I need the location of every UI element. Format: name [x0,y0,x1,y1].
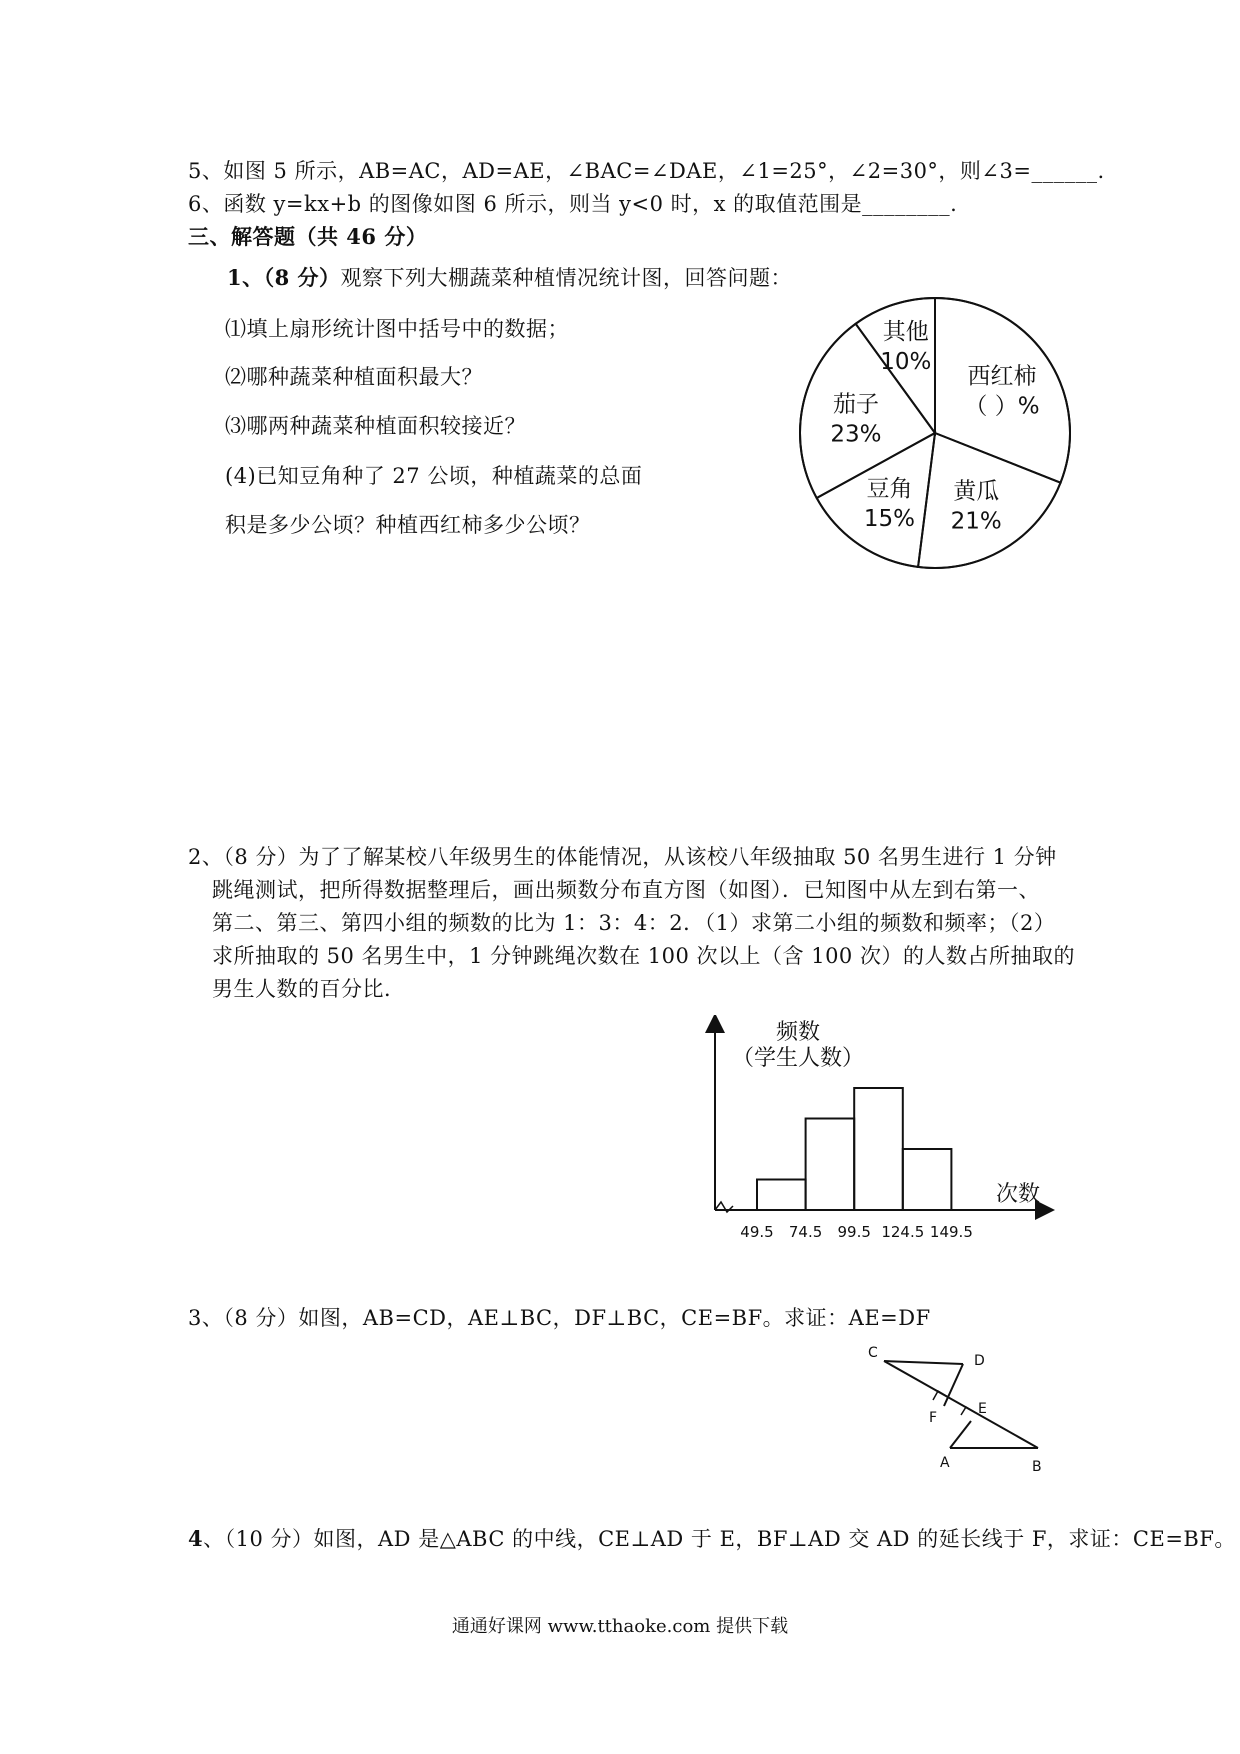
pie-value-0: （ ）% [964,393,1040,420]
right-angle-mark-f [933,1391,948,1400]
problem-1-sub-2: ⑵哪种蔬菜种植面积最大？ [225,365,483,389]
bin-edge-label-4: 149.5 [929,1223,973,1241]
question-5: 5、如图 5 所示，AB=AC，AD=AE，∠BAC=∠DAE，∠1=25°，∠2=30°，则∠3=______. [188,159,1105,183]
triangle-figure-problem-3 [860,1335,1060,1495]
pie-label-4: 其他 [882,319,929,346]
bin-edge-label-3: 124.5 [881,1223,925,1241]
problem-4-text [188,1523,1236,1553]
problem-1-prompt [227,262,792,292]
pie-label-2: 豆角 [866,475,913,502]
histogram-bar-3 [854,1088,903,1210]
problem-1-intro: 观察下列大棚蔬菜种植情况统计图，回答问题： [340,266,793,290]
problem-2-line-4: 求所抽取的 50 名男生中，1 分钟跳绳次数在 100 次以上（含 100 次）的人数占所抽取的 [212,944,1075,968]
problem-2-line-2: 跳绳测试，把所得数据整理后，画出频数分布直方图（如图）．已知图中从左到右第一、 [212,878,1040,902]
problem-1-sub-3: ⑶哪两种蔬菜种植面积较接近？ [225,414,526,438]
problem-1-sub-1: ⑴填上扇形统计图中括号中的数据； [225,317,569,341]
pie-value-1: 21% [950,508,1002,535]
point-label-b: B [1032,1459,1042,1475]
bin-edge-label-1: 74.5 [788,1223,823,1241]
point-label-d: D [974,1353,985,1369]
pie-value-3: 23% [830,421,882,448]
segment-ae [950,1421,971,1448]
problem-1-number: 1、（8 分） [227,265,341,290]
pie-value-2: 15% [863,505,916,532]
point-label-f: F [929,1410,938,1426]
pie-label-0: 西红柿 [967,363,1037,390]
problem-4-number: 4 [188,1526,204,1551]
bin-edge-label-0: 49.5 [740,1223,774,1241]
histogram-bar-4 [903,1149,952,1210]
problem-1-sub-4b: 积是多少公顷？种植西红柿多少公顷？ [225,513,591,537]
section-3-heading: 三、解答题（共 46 分） [188,224,428,249]
point-label-e: E [978,1401,987,1417]
histogram-bar-1 [757,1180,806,1211]
pie-slice-0 [935,298,1070,483]
page-footer: 通通好课网 www.tthaoke.com 提供下载 [451,1616,789,1637]
problem-2-line-3: 第二、第三、第四小组的频数的比为 1：3：4：2．（1）求第二小组的频数和频率；（2） [212,911,1056,935]
point-label-c: C [868,1345,878,1361]
problem-4-body: 、（10 分）如图，AD 是△ABC 的中线，CE⊥AD 于 E，BF⊥AD 交 AD 的延长线于 F，求证：CE=BF。 [203,1527,1236,1551]
histogram-bar-2 [806,1119,855,1211]
problem-2-line-5: 男生人数的百分比． [212,977,406,1001]
frequency-histogram [700,1015,1060,1245]
question-6: 6、函数 y=kx+b 的图像如图 6 所示，则当 y<0 时，x 的取值范围是________. [188,192,958,216]
y-axis-label-1: 频数 [775,1020,821,1045]
segment-cd [884,1361,963,1364]
y-axis-label-2: （学生人数） [731,1046,865,1071]
pie-label-3: 茄子 [832,391,879,418]
vegetable-pie-chart [790,278,1080,578]
bin-edge-label-2: 99.5 [837,1223,871,1241]
problem-3-text: 3、（8 分）如图，AB=CD，AE⊥BC，DF⊥BC，CE=BF。求证：AE=DF [188,1306,931,1330]
pie-value-4: 10% [880,349,932,376]
pie-label-1: 黄瓜 [953,478,1000,505]
right-angle-mark-e [961,1407,976,1415]
problem-2-line-1: 2、（8 分）为了了解某校八年级男生的体能情况，从该校八年级抽取 50 名男生进行 1 分钟 [188,845,1057,869]
x-axis-label: 次数 [995,1182,1041,1207]
point-label-a: A [940,1455,950,1471]
problem-1-sub-4a: (4)已知豆角种了 27 公顷，种植蔬菜的总面 [225,464,643,488]
